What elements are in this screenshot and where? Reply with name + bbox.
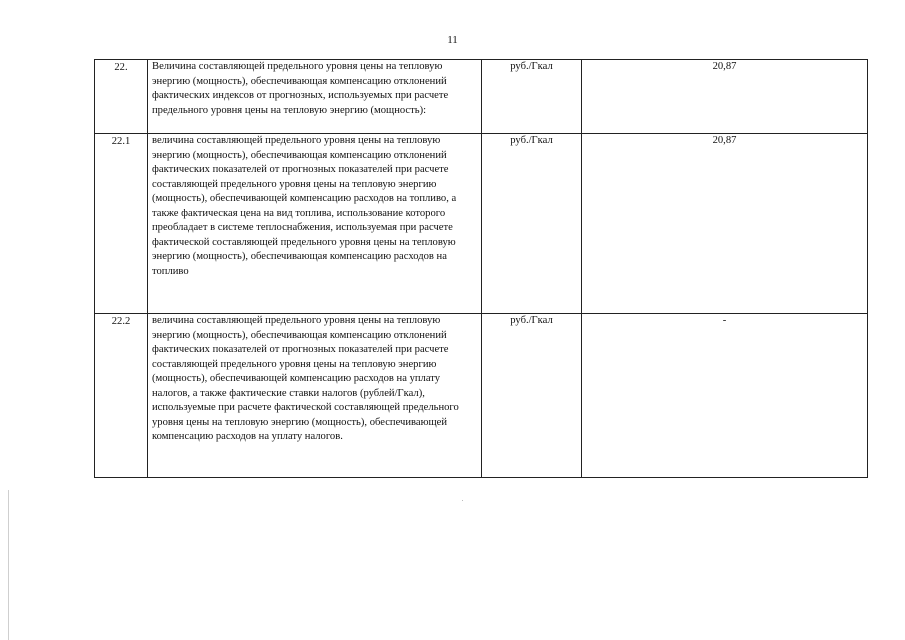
- row-value: 20,87: [582, 134, 868, 314]
- row-unit: руб./Гкал: [482, 60, 582, 134]
- row-description: величина составляющей предельного уровня цены на тепловую энергию (мощность), обеспечивающая компенсацию отклонений фактических показателей от прогнозных показателей при расчете составляющей предельного уровня цены на тепловую энергию (мощность), обеспечивающей компенсацию расходов на уплату налогов, а также фактические ставки налогов (рублей/Гкал), используемые при расчете фактической составляющей предельного уровня цены на тепловую энергию (мощность), обеспечивающей компенсацию расходов на уплату налогов.: [148, 314, 482, 478]
- scan-margin-line: [8, 490, 9, 640]
- table-row: [95, 60, 868, 134]
- row-description: Величина составляющей предельного уровня цены на тепловую энергию (мощность), обеспечивающая компенсацию отклонений фактических индексов от прогнозных, используемых при расчете предельного уровня цены на тепловую энергию (мощность):: [148, 60, 482, 134]
- row-unit: руб./Гкал: [482, 314, 582, 478]
- tariff-table: [94, 59, 868, 478]
- table-row: [95, 134, 868, 314]
- row-number: 22.2: [95, 314, 148, 478]
- row-value: -: [582, 314, 868, 478]
- scan-speck: [462, 500, 463, 501]
- row-description: величина составляющей предельного уровня цены на тепловую энергию (мощность), обеспечивающая компенсацию отклонений фактических показателей от прогнозных показателей при расчете составляющей предельного уровня цены на тепловую энергию (мощность), обеспечивающей компенсацию расходов на топливо, а также фактическая цена на вид топлива, использование которого преобладает в системе теплоснабжения, используемая при расчете фактической составляющей предельного уровня цены на тепловую энергию (мощность), обеспечивающая компенсацию расходов на топливо: [148, 134, 482, 314]
- row-number: 22.: [95, 60, 148, 134]
- row-number: 22.1: [95, 134, 148, 314]
- row-unit: руб./Гкал: [482, 134, 582, 314]
- table-row: [95, 314, 868, 478]
- page-number: 11: [447, 34, 458, 46]
- row-value: 20,87: [582, 60, 868, 134]
